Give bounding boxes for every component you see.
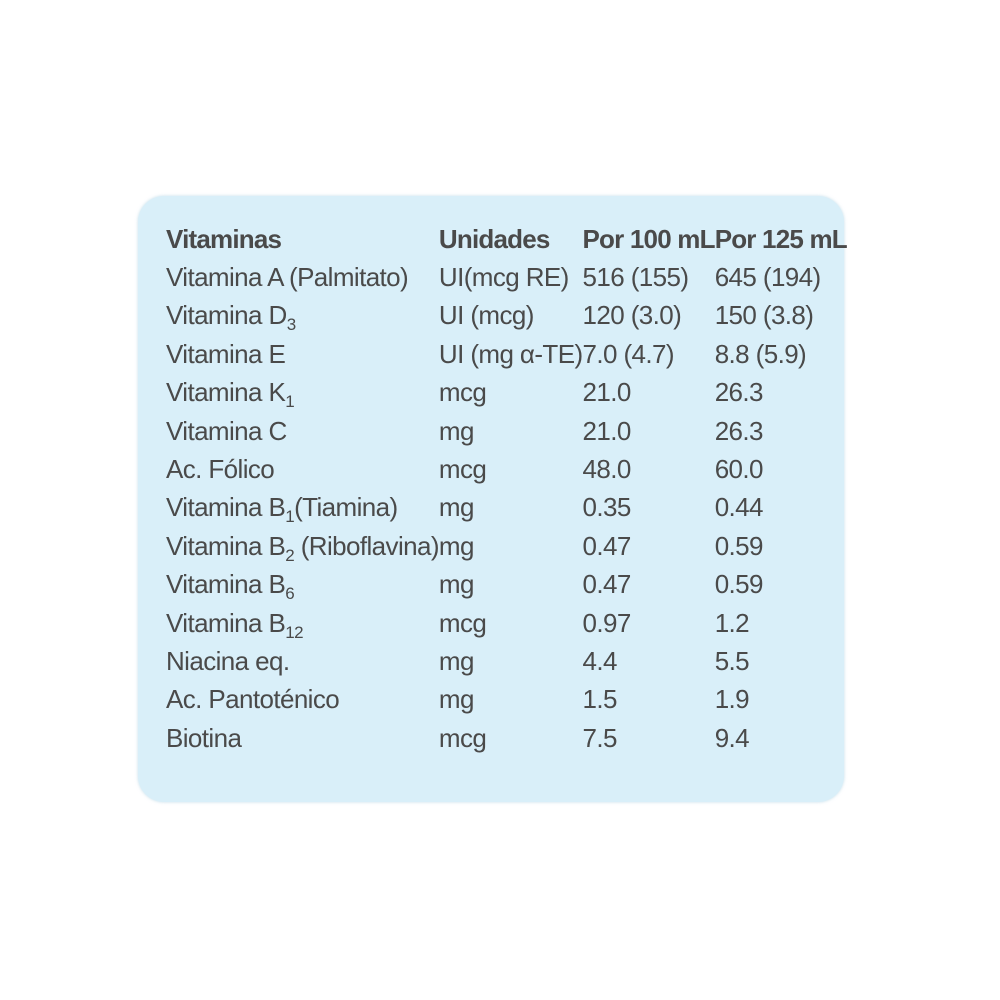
vitamin-name-suffix: (Riboflavina) — [294, 530, 439, 561]
table-header-row — [166, 220, 847, 258]
value-per-100ml: 21.0 — [582, 377, 631, 408]
table-row — [166, 374, 847, 412]
vitamin-name-cell — [166, 719, 439, 757]
table-row — [166, 258, 847, 296]
vitamin-name-cell — [166, 335, 439, 373]
unit-cell: mcg — [438, 377, 487, 408]
vitamin-name-cell — [166, 297, 439, 335]
table-row — [166, 450, 847, 488]
value-per-100ml: 516 (155) — [582, 262, 689, 293]
table-row — [166, 412, 847, 450]
vitamin-name: Vitamina B — [166, 607, 286, 638]
vitamin-name-cell — [166, 374, 439, 412]
table-row — [166, 335, 847, 373]
value-per-100ml: 4.4 — [582, 645, 617, 676]
header-per-125ml: Por 125 mL — [714, 223, 847, 254]
vitamin-subscript: 2 — [285, 545, 295, 565]
unit-cell: mg — [438, 684, 474, 715]
vitamin-subscript: 1 — [285, 507, 295, 527]
vitamin-name: Vitamina K — [166, 377, 286, 408]
vitamins-table — [166, 220, 847, 757]
value-per-125ml: 5.5 — [714, 645, 750, 676]
vitamin-name: Vitamina B — [166, 530, 286, 561]
vitamin-name: Vitamina B — [166, 492, 286, 523]
unit-cell: mg — [438, 569, 474, 600]
vitamin-name-cell — [166, 450, 439, 488]
value-per-125ml: 1.9 — [714, 684, 750, 715]
table-row — [166, 297, 847, 335]
vitamin-name: Ac. Fólico — [166, 454, 275, 485]
vitamin-name-cell — [166, 566, 439, 604]
vitamin-subscript: 12 — [285, 622, 303, 642]
table-row — [166, 681, 847, 719]
vitamin-name: Vitamina E — [166, 338, 286, 369]
table-row — [166, 604, 847, 642]
table-row — [166, 527, 847, 565]
value-per-125ml: 26.3 — [714, 415, 763, 446]
vitamin-name: Ac. Pantoténico — [166, 684, 340, 715]
value-per-100ml: 7.5 — [582, 722, 617, 753]
vitamin-name: Vitamina D — [166, 300, 287, 331]
vitamin-name-cell — [166, 642, 439, 680]
unit-cell: mcg — [438, 607, 487, 638]
value-per-100ml: 1.5 — [582, 684, 617, 715]
unit-cell: UI (mg α-TE) — [438, 338, 583, 369]
header-units: Unidades — [438, 223, 550, 254]
value-per-100ml: 0.35 — [582, 492, 631, 523]
value-per-125ml: 0.59 — [714, 530, 763, 561]
header-vitamin: Vitaminas — [166, 223, 282, 254]
table-row — [166, 489, 847, 527]
value-per-125ml: 8.8 (5.9) — [714, 338, 807, 369]
vitamin-name: Vitamina B — [166, 569, 286, 600]
header-per-100ml: Por 100 mL — [582, 223, 715, 254]
vitamin-name-cell — [166, 258, 439, 296]
value-per-125ml: 645 (194) — [714, 262, 821, 293]
value-per-125ml: 60.0 — [714, 454, 763, 485]
unit-cell: mcg — [438, 454, 487, 485]
value-per-100ml: 0.47 — [582, 530, 631, 561]
vitamin-name-cell — [166, 681, 439, 719]
vitamins-card — [138, 196, 847, 802]
vitamin-name-cell — [166, 412, 439, 450]
value-per-100ml: 0.97 — [582, 607, 631, 638]
vitamin-name: Niacina eq. — [166, 645, 290, 676]
value-per-125ml: 150 (3.8) — [714, 300, 814, 331]
table-row — [166, 642, 847, 680]
unit-cell: mcg — [438, 722, 487, 753]
unit-cell: mg — [438, 415, 474, 446]
vitamin-name-suffix: (Tiamina) — [294, 492, 398, 523]
table-body — [166, 258, 847, 757]
table-row — [166, 719, 847, 757]
value-per-100ml: 0.47 — [582, 569, 631, 600]
value-per-100ml: 21.0 — [582, 415, 631, 446]
value-per-100ml: 7.0 (4.7) — [582, 338, 674, 369]
value-per-125ml: 26.3 — [714, 377, 763, 408]
vitamin-name: Vitamina C — [166, 415, 287, 446]
value-per-125ml: 0.59 — [714, 569, 763, 600]
value-per-100ml: 48.0 — [582, 454, 631, 485]
value-per-100ml: 120 (3.0) — [582, 300, 682, 331]
vitamin-name: Vitamina A (Palmitato) — [166, 262, 409, 293]
value-per-125ml: 9.4 — [714, 722, 750, 753]
vitamin-name-cell — [166, 527, 439, 565]
unit-cell: mg — [438, 530, 474, 561]
value-per-125ml: 1.2 — [714, 607, 750, 638]
vitamin-subscript: 6 — [285, 584, 295, 604]
unit-cell: UI (mcg) — [438, 300, 534, 331]
unit-cell: mg — [438, 492, 474, 523]
vitamin-name-cell — [166, 489, 439, 527]
vitamin-name: Biotina — [166, 722, 242, 753]
vitamin-subscript: 1 — [285, 392, 295, 412]
table-row — [166, 566, 847, 604]
value-per-125ml: 0.44 — [714, 492, 763, 523]
unit-cell: mg — [438, 645, 474, 676]
unit-cell: UI(mcg RE) — [438, 262, 569, 293]
vitamin-subscript: 3 — [286, 315, 296, 335]
vitamin-name-cell — [166, 604, 439, 642]
